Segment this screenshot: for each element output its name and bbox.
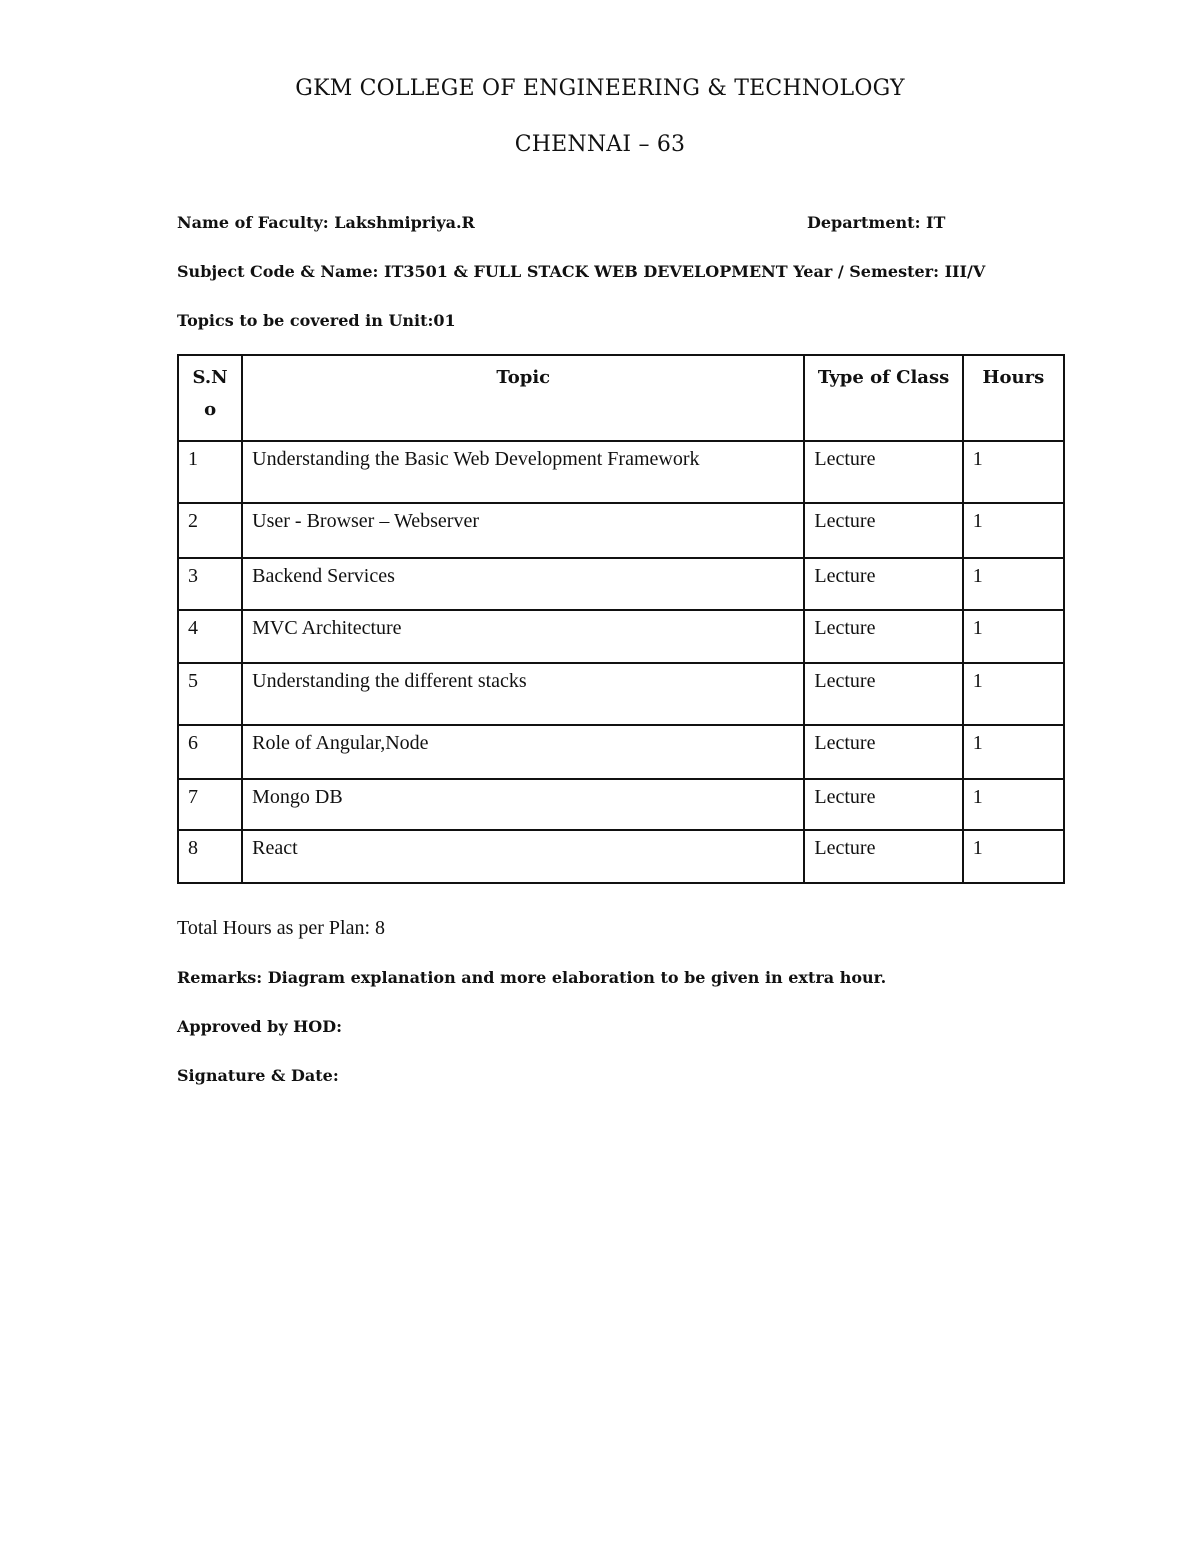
- table-row: [178, 503, 1064, 558]
- cell-sno: 5: [178, 663, 242, 725]
- cell-topic: Role of Angular,Node: [242, 725, 804, 779]
- cell-type: Lecture: [804, 725, 962, 779]
- cell-topic: MVC Architecture: [242, 610, 804, 663]
- cell-sno: 7: [178, 779, 242, 830]
- table-row: [178, 663, 1064, 725]
- cell-topic: React: [242, 830, 804, 883]
- cell-sno: 6: [178, 725, 242, 779]
- cell-hours: 1: [963, 830, 1064, 883]
- cell-sno: 2: [178, 503, 242, 558]
- cell-sno: 4: [178, 610, 242, 663]
- cell-topic: Backend Services: [242, 558, 804, 610]
- table-row: [178, 610, 1064, 663]
- header-type: Type of Class: [804, 355, 962, 441]
- college-city: CHENNAI – 63: [514, 132, 686, 157]
- cell-type: Lecture: [804, 663, 962, 725]
- header-hours: Hours: [963, 355, 1064, 441]
- cell-type: Lecture: [804, 779, 962, 830]
- table-row: [178, 725, 1064, 779]
- cell-hours: 1: [963, 610, 1064, 663]
- cell-topic: Understanding the different stacks: [242, 663, 804, 725]
- remarks: Remarks: Diagram explanation and more elaboration to be given in extra hour.: [177, 968, 887, 987]
- cell-type: Lecture: [804, 610, 962, 663]
- header-sno: [178, 355, 242, 441]
- topics-heading: Topics to be covered in Unit:01: [177, 311, 456, 330]
- cell-type: Lecture: [804, 503, 962, 558]
- approved-by-hod: Approved by HOD:: [177, 1017, 343, 1036]
- total-hours: Total Hours as per Plan: 8: [177, 917, 386, 939]
- cell-type: Lecture: [804, 830, 962, 883]
- cell-hours: 1: [963, 663, 1064, 725]
- cell-hours: 1: [963, 558, 1064, 610]
- college-name: GKM COLLEGE OF ENGINEERING & TECHNOLOGY: [295, 76, 905, 101]
- cell-sno: 8: [178, 830, 242, 883]
- cell-type: Lecture: [804, 558, 962, 610]
- cell-hours: 1: [963, 503, 1064, 558]
- faculty-name: Name of Faculty: Lakshmipriya.R: [177, 213, 475, 232]
- header-sno-line1: S.N: [192, 367, 228, 388]
- cell-type: Lecture: [804, 441, 962, 503]
- table-header-row: [178, 355, 1064, 441]
- cell-hours: 1: [963, 779, 1064, 830]
- cell-topic: User - Browser – Webserver: [242, 503, 804, 558]
- table-row: [178, 830, 1064, 883]
- cell-sno: 3: [178, 558, 242, 610]
- cell-topic: Understanding the Basic Web Development Framework: [242, 441, 804, 503]
- subject-code-name: Subject Code & Name: IT3501 & FULL STACK WEB DEVELOPMENT Year / Semester: III/V: [177, 262, 986, 281]
- department: Department: IT: [807, 213, 946, 232]
- cell-topic: Mongo DB: [242, 779, 804, 830]
- cell-hours: 1: [963, 725, 1064, 779]
- table-row: [178, 779, 1064, 830]
- header-sno-line2: o: [204, 399, 217, 420]
- table-row: [178, 558, 1064, 610]
- cell-hours: 1: [963, 441, 1064, 503]
- cell-sno: 1: [178, 441, 242, 503]
- signature-date: Signature & Date:: [177, 1066, 339, 1085]
- table-row: [178, 441, 1064, 503]
- header-topic: Topic: [242, 355, 804, 441]
- lesson-plan-table: [177, 354, 1065, 884]
